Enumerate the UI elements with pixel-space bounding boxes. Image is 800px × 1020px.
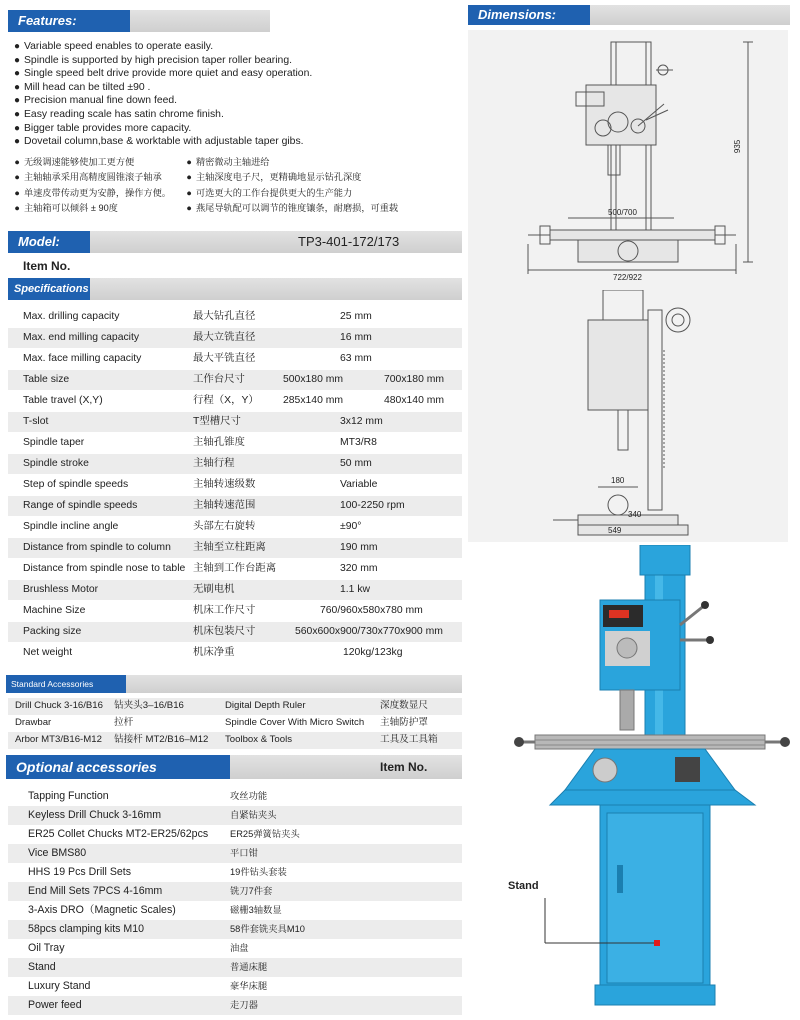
table-row: Drawbar 拉杆 Spindle Cover With Micro Switch 主轴防护罩 [15, 717, 428, 728]
table-row: HHS 19 Pcs Drill Sets 19件钻头套装 [28, 866, 287, 878]
table-row: Machine Size 机床工作尺寸 760/960x580x780 mm [23, 605, 423, 616]
base-shape [578, 240, 678, 262]
table-row: 58pcs clamping kits M10 58件套铣夹具M10 [8, 920, 462, 939]
front-view-drawing [468, 30, 788, 290]
table-row: Arbor MT3/B16-M12 钻接杆 MT2/B16–M12 Toolbox & Tools 工具及工具箱 [8, 732, 462, 749]
front-width-dim: 722/922 [613, 273, 642, 282]
features-title: Features: [8, 10, 130, 32]
model-header [8, 231, 462, 253]
side-depth-dim: 549 [608, 526, 622, 535]
dimensions-header [468, 5, 790, 25]
table-row: Spindle stroke 主轴行程 50 mm [8, 454, 462, 474]
optional-accessories-title: Optional accessories [6, 755, 230, 779]
table-row: Range of spindle speeds 主轴转速范围 100-2250 rpm [8, 496, 462, 516]
table-shape [535, 735, 765, 749]
stand-label: Stand [508, 880, 539, 892]
list-item: ● Precision manual fine down feed. [10, 94, 460, 108]
table-row: Drill Chuck 3-16/B16 钻夹头3–16/B16 Digital Depth Ruler 深度数显尺 [8, 698, 462, 715]
bullet-icon: ● [13, 54, 21, 66]
table-row: Distance from spindle nose to table 主轴到工作台距离 320 mm [23, 563, 378, 574]
table-row: Brushless Motor 无刷电机 1.1 kw [8, 580, 462, 600]
table-row: Spindle incline angle 头部左右旋转 ±90° [23, 521, 362, 532]
features-header [8, 10, 270, 32]
table-row: ER25 Collet Chucks MT2-ER25/62pcs ER25弹簧钻夹头 [28, 828, 300, 840]
optional-accessories-header [6, 755, 462, 779]
features-cn-list [10, 155, 460, 216]
list-item: ● 主轴轴承采用高精度圆锥滚子轴承 ● 主轴深度电子尺，更精确地显示钻孔深度 [10, 170, 460, 185]
bullet-icon: ● [13, 41, 21, 52]
list-item: ● Bigger table provides more capacity. [10, 122, 460, 136]
machine-photo [505, 545, 795, 1015]
table-row: Max. drilling capacity 最大钻孔直径 25 mm [23, 311, 372, 322]
features-list [10, 40, 460, 149]
side-view-drawing [468, 290, 788, 540]
list-item: ● Single speed belt drive provide more quiet and easy operation. [10, 67, 460, 81]
model-title: Model: [8, 231, 90, 253]
table-row: Table travel (X,Y) 行程（X，Y） 285x140 mm 480x140 mm [23, 395, 445, 406]
bullet-icon: ● [186, 187, 192, 198]
list-item: ● Mill head can be tilted ±90 . [10, 81, 460, 95]
head-shape [586, 85, 656, 145]
bullet-icon: ● [13, 95, 21, 107]
list-item: ● 无级调速能够使加工更方便 ● 精密微动主轴进给 [10, 155, 460, 170]
table-row: Luxury Stand 豪华床腿 [28, 980, 268, 992]
model-value: TP3-401-172/173 [298, 234, 400, 249]
list-item: ● Easy reading scale has satin chrome finish. [10, 108, 460, 122]
bullet-icon: ● [186, 202, 192, 213]
bullet-icon: ● [14, 157, 20, 167]
standard-accessories-header [6, 675, 462, 693]
list-item: ● 主轴箱可以倾斜 ± 90度 ● 燕尾导轨配可以调节的锥度镶条，耐磨损，可重载 [10, 201, 460, 216]
stand-marker [654, 940, 660, 946]
table-row: Tapping Function 攻丝功能 [28, 790, 268, 802]
table-shape [550, 230, 715, 240]
item-no-label: Item No. [23, 259, 71, 273]
column-shape [611, 42, 651, 252]
table-row: 3-Axis DRO（Magnetic Scales) 磁栅3轴数显 [28, 904, 282, 916]
list-item: ● Dovetail column,base & worktable with adjustable taper gibs. [10, 135, 460, 149]
optional-item-no-label: Item No. [380, 760, 428, 774]
front-table-dim: 500/700 [608, 208, 637, 217]
bullet-icon: ● [186, 172, 192, 183]
bullet-icon: ● [14, 202, 20, 213]
table-row: Spindle taper 主轴孔锥度 MT3/R8 [23, 437, 377, 448]
bullet-icon: ● [13, 81, 21, 93]
table-row: Stand 普通床腿 [8, 958, 462, 977]
bullet-icon: ● [13, 136, 21, 148]
table-row: Packing size 机床包装尺寸 560x600x900/730x770x900 mm [8, 622, 462, 642]
list-item: ● Spindle is supported by high precision taper roller bearing. [10, 54, 460, 68]
bullet-icon: ● [13, 68, 21, 80]
mill-drill-illustration [505, 545, 795, 1015]
front-height-dim: 935 [733, 139, 743, 154]
specifications-header [8, 278, 462, 300]
bullet-icon: ● [13, 122, 21, 134]
bullet-icon: ● [13, 108, 21, 120]
list-item: ● Variable speed enables to operate easily. [10, 40, 460, 54]
table-row: Keyless Drill Chuck 3-16mm 自紧钻夹头 [8, 806, 462, 825]
dimensions-drawing-panel [468, 30, 788, 542]
table-row: Power feed 走刀器 [8, 996, 462, 1015]
side-column-shape [648, 310, 662, 510]
standard-accessories-title: Standard Accessories [6, 675, 126, 693]
side-cross-dim: 180 [611, 476, 625, 485]
list-item: ● 单速皮带传动更为安静，操作方便。 ● 可选更大的工作台提供更大的生产能力 [10, 186, 460, 201]
table-row: T-slot T型槽尺寸 3x12 mm [8, 412, 462, 432]
bullet-icon: ● [14, 187, 20, 198]
table-row: Max. face milling capacity 最大平铣直径 63 mm [23, 353, 372, 364]
table-row: Oil Tray 油盘 [28, 942, 249, 954]
bullet-icon: ● [14, 172, 20, 183]
table-row: End Mill Sets 7PCS 4-16mm 铣刀7件套 [8, 882, 462, 901]
table-row: Net weight 机床净重 120kg/123kg [23, 647, 403, 658]
table-row: Step of spindle speeds 主轴转速级数 Variable [23, 479, 378, 490]
table-row: Table size 工作台尺寸 500x180 mm 700x180 mm [8, 370, 462, 390]
side-base-dim: 340 [628, 510, 642, 519]
table-row: Vice BMS80 平口钳 [8, 844, 462, 863]
dimensions-title: Dimensions: [468, 5, 590, 25]
table-row: Distance from spindle to column 主轴至立柱距离 190 mm [8, 538, 462, 558]
table-row: Max. end milling capacity 最大立铣直径 16 mm [8, 328, 462, 348]
specifications-title: Specifications [8, 278, 90, 300]
side-head-shape [588, 320, 648, 410]
bullet-icon: ● [186, 157, 192, 167]
